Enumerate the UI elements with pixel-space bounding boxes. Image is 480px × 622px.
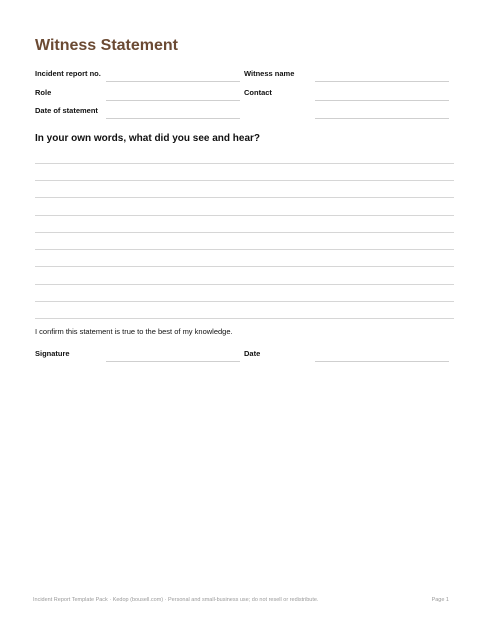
statement-line[interactable] [35,284,454,285]
blank-field[interactable] [315,118,449,119]
statement-line[interactable] [35,249,454,250]
statement-line[interactable] [35,301,454,302]
statement-line[interactable] [35,215,454,216]
statement-question: In your own words, what did you see and hear? [35,133,261,144]
signature-field[interactable] [106,361,240,362]
role-label: Role [35,88,52,97]
date-field[interactable] [315,361,449,362]
signature-label: Signature [35,349,70,358]
page-number: Page 1 [431,597,449,603]
date-of-statement-label: Date of statement [35,106,98,115]
witness-name-field[interactable] [315,81,449,82]
witness-name-label: Witness name [244,69,295,78]
confirmation-text: I confirm this statement is true to the best of my knowledge. [35,327,233,336]
statement-line[interactable] [35,232,454,233]
statement-line[interactable] [35,163,454,164]
footer-notice: Incident Report Template Pack · Kedop (bousell.com) · Personal and small-business use; do not resell or redistribute. [33,597,319,603]
date-of-statement-field[interactable] [106,118,240,119]
incident-report-no-field[interactable] [106,81,240,82]
page-title: Witness Statement [35,37,178,54]
statement-line[interactable] [35,197,454,198]
role-field[interactable] [106,100,240,101]
contact-label: Contact [244,88,272,97]
statement-line[interactable] [35,266,454,267]
incident-report-no-label: Incident report no. [35,69,101,78]
statement-line[interactable] [35,318,454,319]
date-label: Date [244,349,261,358]
contact-field[interactable] [315,100,449,101]
statement-line[interactable] [35,180,454,181]
